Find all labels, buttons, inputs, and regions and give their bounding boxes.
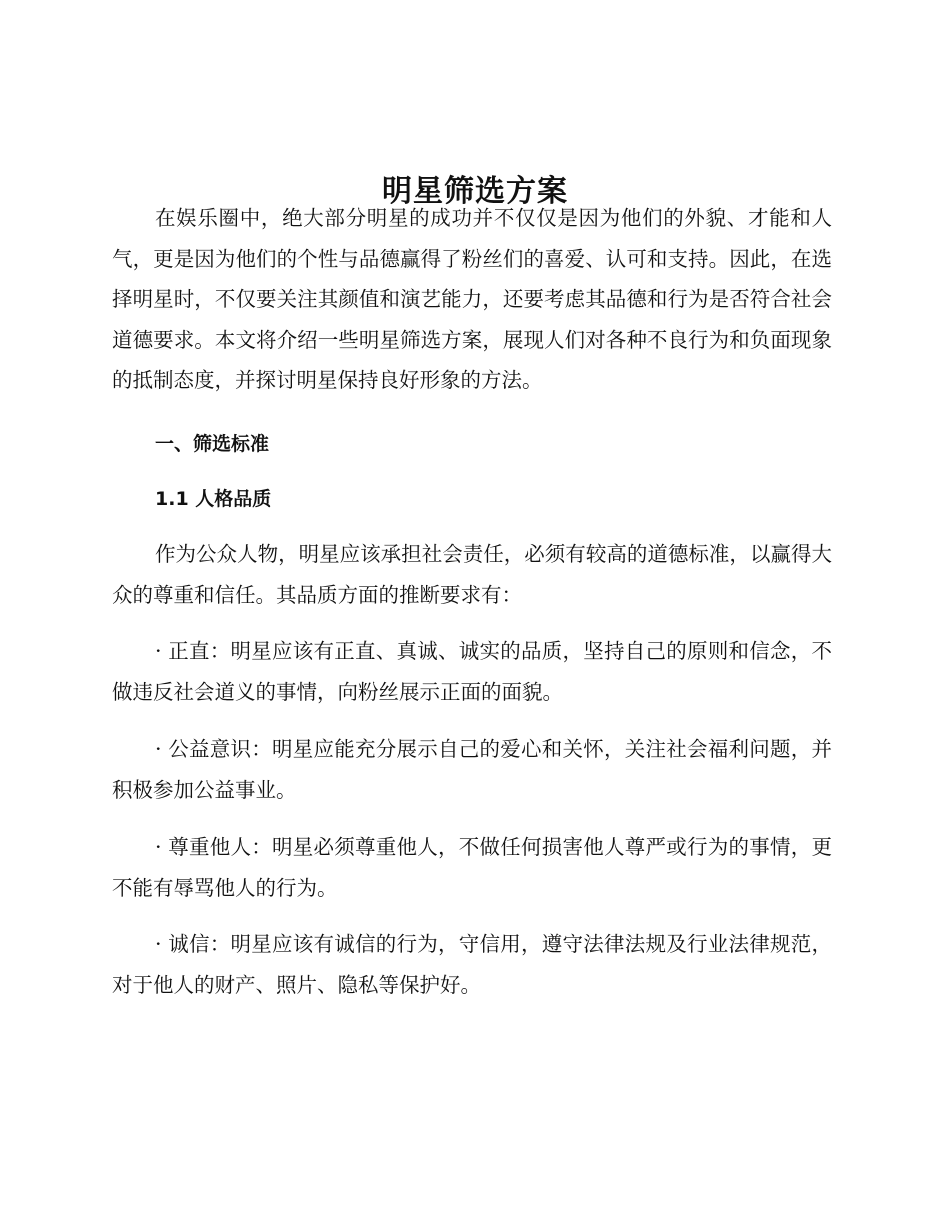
document-title: 明星筛选方案 (382, 174, 568, 210)
section-heading-screening-criteria: 一、筛选标准 (155, 433, 270, 455)
bullet-item-respect-others: · 尊重他人：明星必须尊重他人，不做任何损害他人尊严或行为的事情，更不能有辱骂他人的行为。 (112, 835, 832, 900)
bullet-item-integrity: · 正直：明星应该有正直、真诚、诚实的品质，坚持自己的原则和信念，不做违反社会道义的事情，向粉丝展示正面的面貌。 (112, 639, 832, 704)
bullet-item-public-welfare: · 公益意识：明星应能充分展示自己的爱心和关怀，关注社会福利问题，并积极参加公益事业。 (112, 737, 832, 802)
intro-paragraph: 在娱乐圈中，绝大部分明星的成功并不仅仅是因为他们的外貌、才能和人气，更是因为他们的个性与品德赢得了粉丝们的喜爱、认可和支持。因此，在选择明星时，不仅要关注其颜值和演艺能力，还要考虑其品德和行为是否符合社会道德要求。本文将介绍一些明星筛选方案，展现人们对各种不良行为和负面现象的抵制态度，并探讨明星保持良好形象的方法。 (112, 206, 832, 392)
bullet-item-honesty: · 诚信：明星应该有诚信的行为，守信用，遵守法律法规及行业法律规范，对于他人的财产、照片、隐私等保护好。 (112, 932, 832, 997)
subsection-heading-personal-character: 1.1 人格品质 (155, 488, 272, 510)
subsection-intro-paragraph: 作为公众人物，明星应该承担社会责任，必须有较高的道德标准，以赢得大众的尊重和信任。其品质方面的推断要求有： (112, 542, 832, 607)
